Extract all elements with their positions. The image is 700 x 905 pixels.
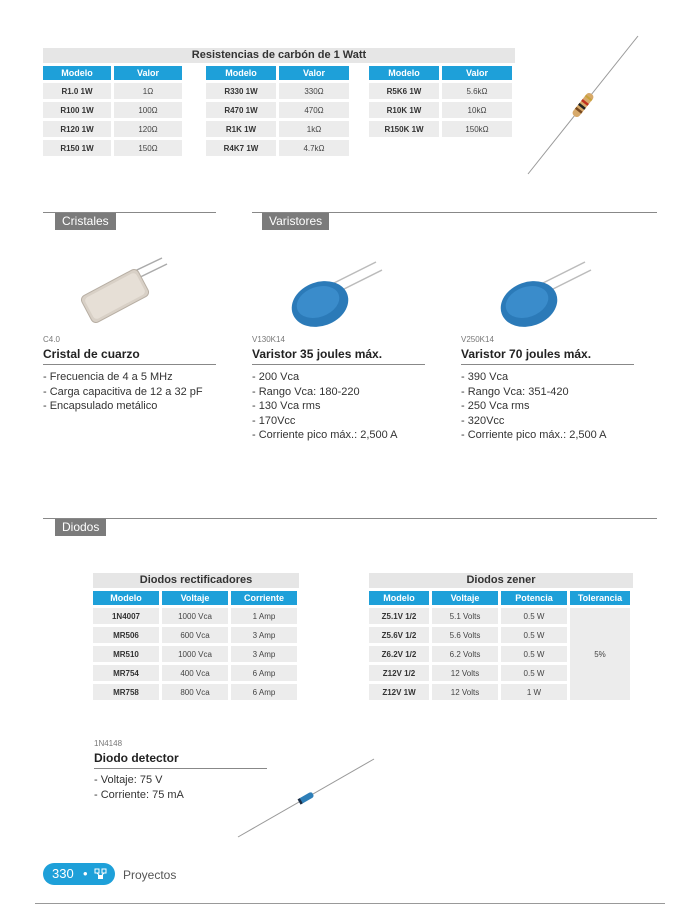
table-cell: R1.0 1W	[43, 83, 111, 99]
product-title: Cristal de cuarzo	[43, 347, 140, 361]
list-item: - Rango Vca: 180-220	[252, 385, 360, 398]
column-header: Modelo	[369, 66, 439, 80]
resistor-table-2	[203, 63, 352, 159]
tolerance-cell: 5%	[570, 608, 630, 700]
list-item: - 390 Vca	[461, 371, 509, 383]
table-cell: 470Ω	[279, 102, 349, 118]
table-cell: 12 Volts	[432, 665, 498, 681]
column-header: Voltaje	[432, 591, 498, 605]
table-row	[206, 140, 349, 156]
table-cell: R330 1W	[206, 83, 276, 99]
table-cell: 330Ω	[279, 83, 349, 99]
list-item: - Rango Vca: 351-420	[461, 385, 569, 398]
list-item: - 130 Vca rms	[252, 400, 321, 412]
column-header: Modelo	[93, 591, 159, 605]
column-header: Valor	[442, 66, 512, 80]
column-header: Voltaje	[162, 591, 228, 605]
list-item: - 320Vcc	[461, 414, 505, 427]
section-diodos: Diodos	[55, 519, 106, 536]
table-cell: 1kΩ	[279, 121, 349, 137]
table-cell: 400 Vca	[162, 665, 228, 681]
table-cell: 600 Vca	[162, 627, 228, 643]
table-row	[93, 684, 297, 700]
feature-list	[94, 773, 184, 802]
table-cell: Z5.6V 1/2	[369, 627, 429, 643]
footer-divider	[35, 903, 665, 904]
product-title: Varistor 70 joules máx.	[461, 347, 592, 361]
list-item: - Encapsulado metálico	[43, 400, 158, 412]
table-cell: 800 Vca	[162, 684, 228, 700]
list-item: - Corriente pico máx.: 2,500 A	[461, 429, 607, 441]
table-cell: R5K6 1W	[369, 83, 439, 99]
product-code: C4.0	[43, 335, 60, 344]
table-cell: 1000 Vca	[162, 646, 228, 662]
table-cell: MR510	[93, 646, 159, 662]
table-row	[206, 102, 349, 118]
table-cell: R100 1W	[43, 102, 111, 118]
column-header: Valor	[114, 66, 182, 80]
zener-title: Diodos zener	[369, 573, 633, 588]
product-code: V250K14	[461, 335, 494, 344]
section-varistores: Varistores	[262, 213, 329, 230]
table-cell: 120Ω	[114, 121, 182, 137]
table-cell: 1 Amp	[231, 608, 297, 624]
list-item: - Frecuencia de 4 a 5 MHz	[43, 371, 173, 383]
table-cell: 0.5 W	[501, 627, 567, 643]
column-header: Modelo	[43, 66, 111, 80]
table-cell: 1 W	[501, 684, 567, 700]
table-cell: 5.6 Volts	[432, 627, 498, 643]
resistor-table-1	[40, 63, 185, 159]
table-row	[93, 608, 297, 624]
table-cell: Z6.2V 1/2	[369, 646, 429, 662]
list-item: - 250 Vca rms	[461, 400, 530, 412]
table-cell: 100Ω	[114, 102, 182, 118]
table-cell: 10kΩ	[442, 102, 512, 118]
table-cell: 3 Amp	[231, 646, 297, 662]
table-cell: MR758	[93, 684, 159, 700]
feature-list	[461, 370, 607, 443]
title-underline	[43, 364, 216, 365]
table-cell: 12 Volts	[432, 684, 498, 700]
table-cell: R150 1W	[43, 140, 111, 156]
table-row	[369, 121, 512, 137]
table-row	[369, 83, 512, 99]
rectifiers-table	[90, 588, 300, 703]
zener-table	[366, 588, 633, 703]
list-item: - Corriente pico máx.: 2,500 A	[252, 429, 398, 441]
table-cell: R150K 1W	[369, 121, 439, 137]
footer-section: Proyectos	[123, 868, 177, 882]
resistors-title: Resistencias de carbón de 1 Watt	[43, 48, 515, 63]
table-cell: 1Ω	[114, 83, 182, 99]
table-cell: R470 1W	[206, 102, 276, 118]
table-cell: Z12V 1/2	[369, 665, 429, 681]
table-cell: 3 Amp	[231, 627, 297, 643]
product-title: Varistor 35 joules máx.	[252, 347, 383, 361]
section-divider	[43, 518, 657, 519]
table-cell: 6 Amp	[231, 684, 297, 700]
table-cell: 150kΩ	[442, 121, 512, 137]
list-item: - Corriente: 75 mA	[94, 788, 184, 801]
column-header: Valor	[279, 66, 349, 80]
table-row	[369, 608, 630, 624]
list-item: - Carga capacitiva de 12 a 32 pF	[43, 385, 203, 398]
table-cell: MR754	[93, 665, 159, 681]
list-item: - 200 Vca	[252, 371, 300, 383]
table-row	[43, 83, 182, 99]
list-item: - Voltaje: 75 V	[94, 774, 163, 786]
column-header: Modelo	[206, 66, 276, 80]
table-row	[43, 121, 182, 137]
rectifiers-title: Diodos rectificadores	[93, 573, 299, 588]
table-cell: R10K 1W	[369, 102, 439, 118]
table-cell: Z12V 1W	[369, 684, 429, 700]
table-cell: Z5.1V 1/2	[369, 608, 429, 624]
table-row	[206, 121, 349, 137]
list-item: - 170Vcc	[252, 414, 296, 427]
page-number-badge	[43, 863, 115, 885]
column-header: Corriente	[231, 591, 297, 605]
resistor-image	[520, 30, 650, 180]
product-code: V130K14	[252, 335, 285, 344]
feature-list	[43, 370, 203, 414]
table-cell: 0.5 W	[501, 608, 567, 624]
diode-image	[232, 755, 380, 843]
table-row	[93, 646, 297, 662]
table-cell: R120 1W	[43, 121, 111, 137]
crystal-image	[70, 250, 170, 330]
table-row	[369, 102, 512, 118]
title-underline	[461, 364, 634, 365]
varistor-image-1	[278, 258, 388, 338]
table-cell: 0.5 W	[501, 665, 567, 681]
table-cell: MR506	[93, 627, 159, 643]
table-cell: R4K7 1W	[206, 140, 276, 156]
product-title: Diodo detector	[94, 751, 179, 765]
table-cell: 150Ω	[114, 140, 182, 156]
table-cell: 5.6kΩ	[442, 83, 512, 99]
product-code: 1N4148	[94, 739, 123, 748]
circuit-icon	[94, 868, 107, 880]
bullet: •	[83, 866, 88, 881]
title-underline	[252, 364, 425, 365]
table-row	[43, 102, 182, 118]
table-cell: 6 Amp	[231, 665, 297, 681]
varistor-image-2	[487, 258, 597, 338]
table-cell: 1N4007	[93, 608, 159, 624]
table-row	[93, 627, 297, 643]
column-header: Tolerancia	[570, 591, 630, 605]
page-number: 330	[52, 866, 74, 881]
table-cell: 5.1 Volts	[432, 608, 498, 624]
resistor-table-3	[366, 63, 515, 140]
table-cell: 0.5 W	[501, 646, 567, 662]
table-cell: 6.2 Volts	[432, 646, 498, 662]
section-cristales: Cristales	[55, 213, 116, 230]
table-row	[206, 83, 349, 99]
table-row	[93, 665, 297, 681]
column-header: Modelo	[369, 591, 429, 605]
column-header: Potencia	[501, 591, 567, 605]
table-cell: 1000 Vca	[162, 608, 228, 624]
table-cell: R1K 1W	[206, 121, 276, 137]
table-cell: 4.7kΩ	[279, 140, 349, 156]
feature-list	[252, 370, 398, 443]
table-row	[43, 140, 182, 156]
